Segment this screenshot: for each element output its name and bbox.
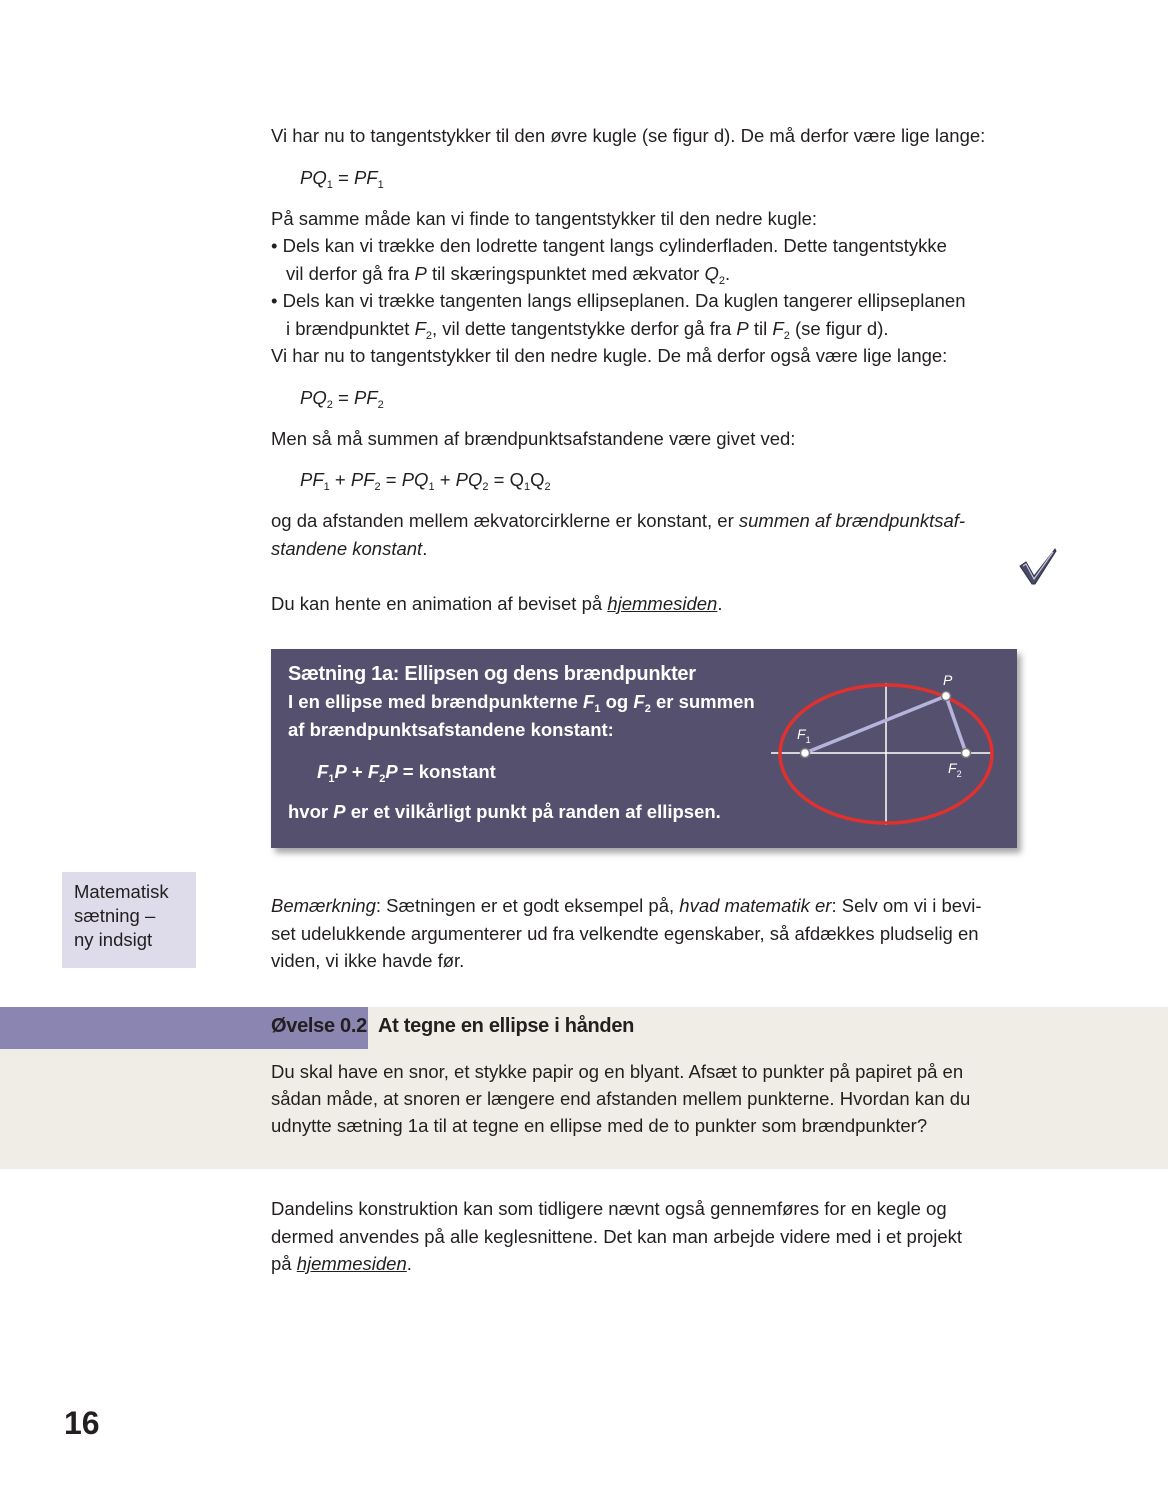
paragraph-lower-intro: På samme måde kan vi finde to tangentstykker til den nedre kugle:: [271, 208, 818, 229]
equation-pq2-pf2: $PQ_2 = PF_2$: [300, 387, 384, 411]
exercise-line-3: udnytte sætning 1a til at tegne en ellipse med de to punkter som brændpunkter?: [271, 1115, 928, 1136]
label-p: P: [943, 672, 953, 688]
homepage-link-2[interactable]: hjemmesiden: [296, 1253, 407, 1274]
equation-pq1-pf1: $PQ_1 = PF_1$: [300, 167, 384, 191]
animation-paragraph: Du kan hente en animation af beviset på hjemmesiden.: [271, 593, 723, 614]
conclusion-line-1: og da afstanden mellem ækvatorcirklerne er konstant, er summen af brændpunktsaf-: [271, 510, 966, 531]
theorem-formula: $F_1P + F_2P$ = konstant: [317, 761, 496, 785]
point-p: [942, 692, 951, 701]
label-f2: $F_2$: [948, 760, 962, 779]
focus-f2-point: [962, 749, 971, 758]
label-f1: $F_1$: [797, 726, 811, 745]
bullet-2-line-2: i brændpunktet $F_2$, vil dette tangentstykke derfor gå fra P til $F_2$ (se figur d).: [286, 318, 889, 342]
margin-note-line-3: ny indsigt: [74, 929, 153, 950]
remark-line-2: set udelukkende argumenterer ud fra velkendte egenskaber, så afdækkes pludselig en: [271, 923, 979, 944]
closing-line-3: på hjemmesiden.: [271, 1253, 412, 1274]
exercise-line-1: Du skal have en snor, et stykke papir og en blyant. Afsæt to punkter på papiret på en: [271, 1061, 964, 1082]
conclusion-line-2: standene konstant.: [271, 538, 428, 559]
homepage-link[interactable]: hjemmesiden: [607, 593, 718, 614]
bullet-1-line-1: • Dels kan vi trække den lodrette tangent langs cylinderfladen. Dette tangentstykke: [271, 235, 947, 256]
paragraph-sum-intro: Men så må summen af brændpunktsafstandene være givet ved:: [271, 428, 796, 449]
closing-line-2: dermed anvendes på alle keglesnittene. Det kan man arbejde videre med i et projekt: [271, 1226, 963, 1247]
margin-note-line-2: sætning –: [74, 905, 156, 926]
margin-note: [62, 872, 196, 968]
theorem-line-last: hvor P er et vilkårligt punkt på randen af ellipsen.: [288, 801, 721, 822]
equation-focal-sum: $PF_1 + PF_2 = PQ_1 + PQ_2 = Q_1Q_2$: [300, 469, 551, 493]
checkmark-icon: [1018, 546, 1058, 586]
theorem-title: Sætning 1a: Ellipsen og dens brændpunkter: [288, 663, 696, 685]
remark-line-1: Bemærkning: Sætningen er et godt eksempel på, hvad matematik er: Selv om vi i bevi-: [271, 895, 982, 916]
paragraph-upper-tangents: Vi har nu to tangentstykker til den øvre kugle (se figur d). De må derfor være lige lange:: [271, 125, 986, 146]
remark-line-3: viden, vi ikke havde før.: [271, 950, 465, 971]
exercise-line-2: sådan måde, at snoren er længere end afstanden mellem punkterne. Hvordan kan du: [271, 1088, 971, 1109]
theorem-line-2: af brændpunktsafstandene konstant:: [288, 719, 614, 740]
focus-f1-point: [801, 749, 810, 758]
exercise-title: At tegne en ellipse i hånden: [378, 1015, 635, 1037]
theorem-line-1: I en ellipse med brændpunkterne $F_1$ og $F_2$ er summen: [288, 691, 755, 715]
ellipse-figure: [771, 669, 1001, 829]
theorem-box: [271, 649, 1017, 848]
page-number: 16: [64, 1405, 100, 1441]
bullet-2-line-1: • Dels kan vi trække tangenten langs ellipseplanen. Da kuglen tangerer ellipseplanen: [271, 290, 966, 311]
segment-f1-p: [805, 696, 946, 753]
bullet-1-line-2: vil derfor gå fra P til skæringspunktet med ækvator $Q_2$.: [286, 263, 731, 287]
paragraph-lower-tangents: Vi har nu to tangentstykker til den nedre kugle. De må derfor også være lige lange:: [271, 345, 948, 366]
closing-line-1: Dandelins konstruktion kan som tidligere nævnt også gennemføres for en kegle og: [271, 1198, 947, 1219]
exercise-number: Øvelse 0.2: [271, 1015, 367, 1037]
margin-note-line-1: Matematisk: [74, 881, 169, 902]
